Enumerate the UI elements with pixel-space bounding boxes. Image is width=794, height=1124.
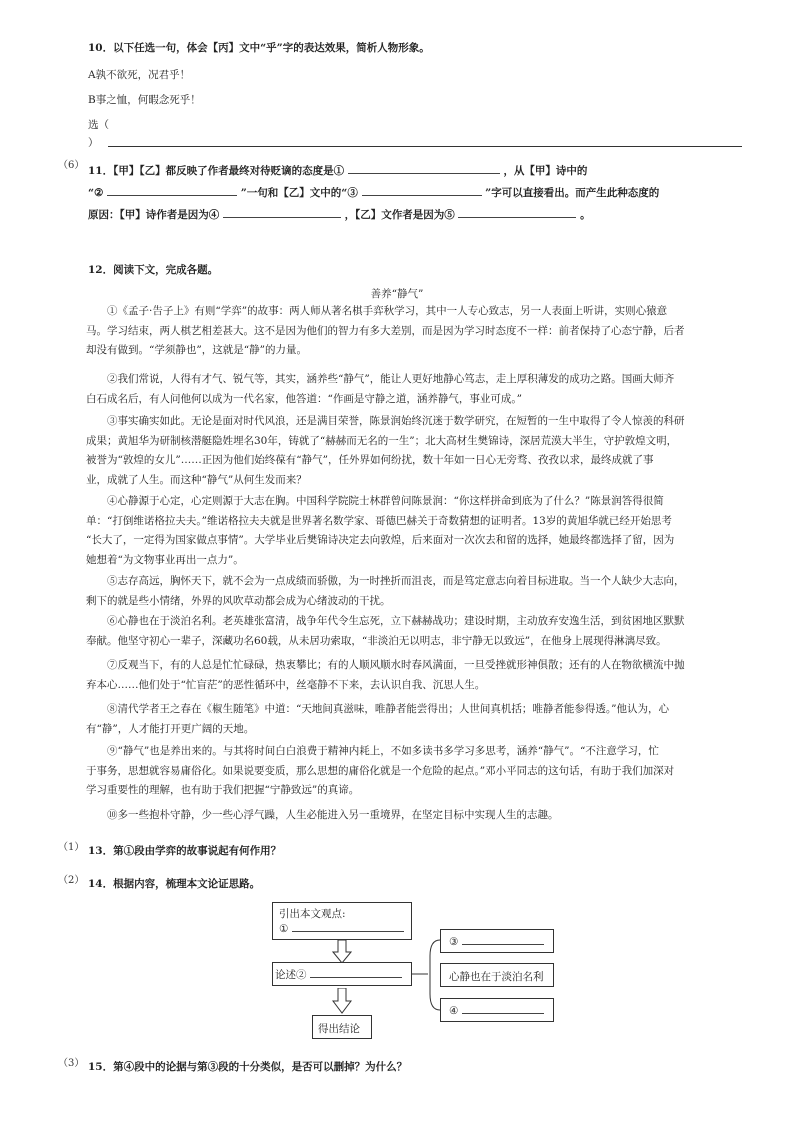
q11-line2-b: ”一句和【乙】文中的“③ xyxy=(240,187,358,199)
article-paragraph-8: ⑧清代学者王之春在《椒生随笔》中道：“天地间真滋味，唯静者能尝得出；人世间真机括；唯静者能参得透。”他认为，心 有“静”，人才能打开更广阔的天地。 xyxy=(86,703,669,735)
flow-box2-label: 论述② xyxy=(275,969,307,981)
article-paragraph-2: ②我们常说，人得有才气、锐气等，其实，涵养些“静气”，能让人更好地静心笃志，走上厚积薄发的成功之路。国画大师齐 白石成名后，有人问他何以成为一代名家，他答道：“作画是守静之道，涵养静气，事业可成。” xyxy=(86,373,675,405)
q11-line2-a: “② xyxy=(88,187,104,199)
q15-marker: （3） xyxy=(58,1058,85,1069)
article-paragraph-5: ⑤志存高远，胸怀天下，就不会为一点成绩而骄傲，为一时挫折而沮丧，而是笃定意志向着目标进取。当一个人缺少大志向， 剩下的就是些小情绪，外界的风吹草动都会成为心绪波动的干扰。 xyxy=(86,575,685,607)
q10-option-a: A孰不欲死，况君乎！ xyxy=(88,69,191,81)
q13-marker: （1） xyxy=(58,842,85,853)
q11-blank-1[interactable] xyxy=(348,162,500,174)
q11-line3-a: 原因：【甲】诗作者是因为④ xyxy=(88,209,220,221)
flow-right-box-2 xyxy=(440,963,554,987)
article-paragraph-9: ⑨“静气”也是养出来的。与其将时间白白浪费于精神内耗上，不如多读书多学习多思考，涵养“静气”。“不注意学习，忙 于事务，思想就容易庸俗化。如果说要变质，那么思想的庸俗化就是一个危险的起点。”邓小平同志的这句话，有助于我们加深对 学习重要性的理解，也有助于我们把握“宁静致远”的真谛。 xyxy=(86,745,675,796)
q11-line3-c: 。 xyxy=(580,209,591,221)
q10-choose-label: 选（ xyxy=(88,119,109,131)
flow-box-conclusion xyxy=(312,1015,372,1039)
q10-answer-line[interactable] xyxy=(108,146,742,147)
q15-stem: 15．第④段中的论据与第③段的十分类似，是否可以删掉？为什么？ xyxy=(88,1061,408,1073)
q10-stem: 10．以下任选一句，体会【丙】文中“乎”字的表达效果，简析人物形象。 xyxy=(88,42,430,54)
flow-blank-4[interactable] xyxy=(462,1004,544,1014)
flow-box1-num: ① xyxy=(279,923,289,935)
q14-marker: （2） xyxy=(58,875,85,886)
article-paragraph-6: ⑥心静也在于淡泊名利。老英雄张富清，战争年代令生忘死，立下赫赫战功；建设时期，主动放弃安逸生活，到贫困地区默默 奉献。他坚守初心一辈子，深藏功名60载，从未居功索取，“非淡泊无以明志，非宁静无以致远”，在他身上展现得淋漓尽致。 xyxy=(86,615,685,647)
flow-bracket-connector xyxy=(412,938,442,1018)
q11-marker: （6） xyxy=(58,160,85,171)
article-paragraph-4: ④心静源于心定，心定则源于大志在胸。中国科学院院士林群曾问陈景润：“你这样拼命到底为了什么？”陈景润答得很简 单：“打倒维诺格拉夫夫。”维诺格拉夫夫就是世界著名数学家、哥德巴赫关于奇数猜想的证明者。13岁的黄旭华就已经开始思考 “长大了，一定得为国家做点事情”。大学毕业后樊锦诗决定去向敦煌，后来面对一次次去和留的选择，她最终都选择了留，因为 她想着“为文物事业再出一点力”。 xyxy=(86,495,675,566)
q11-line2-c: ”字可以直接看出。而产生此种态度的 xyxy=(485,187,660,199)
flow-box1-label: 引出本文观点: xyxy=(279,908,346,920)
flow-right-box2-text: 心静也在于淡泊名利 xyxy=(449,971,544,983)
article-paragraph-3: ③事实确实如此。无论是面对时代风浪，还是满目荣誉，陈景润始终沉迷于数学研究，在短暂的一生中取得了令人惊羡的科研 成果；黄旭华为研制核潜艇隐姓埋名30年，铸就了“赫赫而无名的一生”；北大高材生樊锦诗，深居荒漠大半生，守护敦煌文明， 被誉为“敦煌的女儿”……正因为他们始终葆有“静气”，任外界如何纷扰，数十年如一日心无旁骛、孜孜以求，最终成就了事 业，成就了人生。而这种“静气”从何生发而来？ xyxy=(86,415,685,486)
flow-blank-2[interactable] xyxy=(310,968,402,978)
q14-stem: 14．根据内容，梳理本文论证思路。 xyxy=(88,878,261,890)
flow-right-box-3 xyxy=(440,998,554,1022)
arrow-down-2-icon xyxy=(332,988,352,1014)
q11-line1-b: ，从【甲】诗中的 xyxy=(503,165,588,177)
article-title: 善养“静气” xyxy=(370,288,424,300)
q12-stem: 12．阅读下文，完成各题。 xyxy=(88,264,219,276)
q11-block xyxy=(88,160,748,226)
flow-right-box-1 xyxy=(440,929,554,953)
flow-right-box1-num: ③ xyxy=(449,936,459,948)
flow-blank-1[interactable] xyxy=(292,922,404,932)
q10-option-b: B事之恤，何暇念死乎！ xyxy=(88,94,201,106)
article-paragraph-7: ⑦反观当下，有的人总是忙忙碌碌，热衷攀比；有的人顺风顺水时春风满面，一旦受挫就形神俱散；还有的人在物欲横流中抛 弃本心……他们处于“忙盲茫”的恶性循环中，丝毫静不下来，去认识自我、沉思人生。 xyxy=(86,659,685,691)
q11-blank-3[interactable] xyxy=(362,184,482,196)
arrow-down-1-icon xyxy=(332,940,352,964)
q11-blank-5[interactable] xyxy=(458,206,576,218)
flow-box-introduce-viewpoint xyxy=(272,902,412,940)
flow-box-argument xyxy=(272,962,412,986)
article-paragraph-1: ①《孟子·告子上》有则“学弈”的故事：两人师从著名棋手弈秋学习，其中一人专心致志，另一人表面上听讲，实则心猿意 马。学习结束，两人棋艺相差甚大。这不是因为他们的智力有多大差别，而是因为学习时态度不一样：前者保持了心态宁静，后者 却没有做到。“学须静也”，这就是“静”的力量。 xyxy=(86,305,685,356)
q11-line3-b: ，【乙】文作者是因为⑤ xyxy=(344,209,455,221)
q11-blank-4[interactable] xyxy=(223,206,341,218)
article-paragraph-10: ⑩多一些抱朴守静，少一些心浮气躁，人生必能进入另一重境界，在坚定目标中实现人生的志趣。 xyxy=(107,809,559,821)
flow-right-box3-num: ④ xyxy=(449,1005,459,1017)
q10-choose-close: ） xyxy=(88,137,99,149)
q11-blank-2[interactable] xyxy=(107,184,237,196)
flow-box3-label: 得出结论 xyxy=(318,1023,360,1035)
q13-stem: 13．第①段由学弈的故事说起有何作用？ xyxy=(88,845,282,857)
flow-blank-3[interactable] xyxy=(462,935,544,945)
q11-line1-a: 11．【甲】【乙】都反映了作者最终对待贬谪的态度是① xyxy=(88,165,345,177)
